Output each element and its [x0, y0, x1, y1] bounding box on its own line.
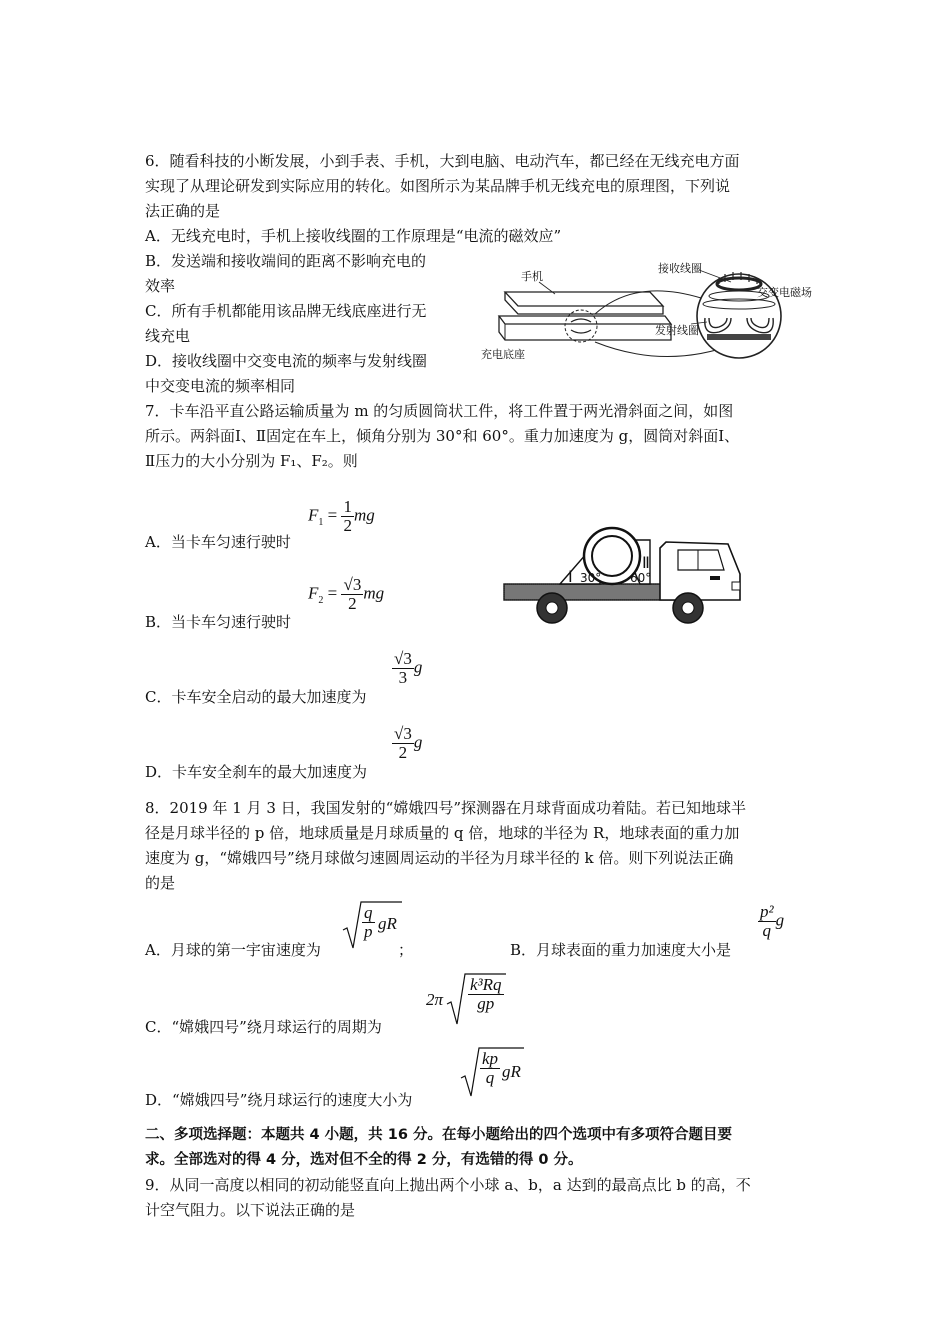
section-2-heading-line-1: 二、多项选择题：本题共 4 小题，共 16 分。在每小题给出的四个选项中有多项符合题目要 — [145, 1127, 732, 1143]
q7-stem-line-1: 7．卡车沿平直公路运输质量为 m 的匀质圆筒状工件，将工件置于两光滑斜面之间，如图 — [145, 402, 734, 420]
equals-sign: = — [327, 583, 338, 603]
q9-stem-line-2: 计空气阻力。以下说法正确的是 — [145, 1201, 356, 1219]
numerator: p² — [760, 902, 774, 921]
q6-option-d-line-2: 中交变电流的频率相同 — [145, 377, 296, 395]
q6-option-c-line-2: 线充电 — [145, 327, 191, 345]
denominator: 2 — [343, 516, 352, 535]
gr-term: gR — [502, 1062, 521, 1081]
figure-label-receive-coil: 接收线圈 — [658, 262, 702, 275]
denominator: 3 — [398, 668, 408, 687]
q7-d-formula — [392, 725, 422, 762]
mg-term: mg — [363, 583, 385, 603]
figure-label-transmit-coil: 发射线圈 — [655, 324, 699, 337]
q7-stem-line-3: Ⅱ压力的大小分别为 F₁、F₂。则 — [145, 452, 358, 470]
q8-stem-line-4: 的是 — [145, 874, 176, 892]
f-symbol: F — [308, 583, 319, 603]
denominator: q — [762, 921, 772, 940]
section-2-heading-line-2: 求。全部选对的得 4 分，选对但不全的得 2 分，有选错的得 0 分。 — [145, 1152, 583, 1168]
truck-figure — [500, 518, 750, 636]
q7-option-c: C．卡车安全启动的最大加速度为 — [145, 688, 367, 706]
g-term: g — [413, 732, 423, 752]
wireless-charging-figure — [481, 258, 815, 370]
f-symbol: F — [308, 505, 319, 525]
numerator: 1 — [343, 497, 352, 516]
q7-stem-line-2: 所示。两斜面Ⅰ、Ⅱ固定在车上，倾角分别为 30°和 60°。重力加速度为 g，圆筒对斜面Ⅰ、 — [145, 427, 740, 445]
numerator: √3 — [394, 724, 412, 743]
q7-option-a: A．当卡车匀速行驶时 — [145, 533, 291, 551]
q6-option-b-line-2: 效率 — [145, 277, 176, 295]
denominator: gp — [477, 994, 495, 1013]
q7-option-d: D．卡车安全刹车的最大加速度为 — [145, 763, 368, 781]
g-term: g — [775, 910, 785, 930]
q8-option-a: A．月球的第一宇宙速度为 — [145, 941, 321, 959]
mg-term: mg — [353, 505, 375, 525]
figure-label-phone: 手机 — [521, 270, 543, 283]
q8-stem-line-2: 径是月球半径的 p 倍，地球质量是月球质量的 q 倍，地球的半径为 R，地球表面的重力加 — [145, 824, 740, 842]
q6-stem-line-2: 实现了从理论研发到实际应用的转化。如图所示为某品牌手机无线充电的原理图，下列说 — [145, 177, 731, 195]
q7-c-formula — [392, 650, 422, 687]
angle-30-label: 30° — [580, 571, 602, 585]
figure-label-field: 交变电磁场 — [757, 286, 812, 299]
numerator: √3 — [394, 649, 412, 668]
angle-60-label: 60° — [630, 571, 652, 585]
incline-1-label: Ⅰ — [568, 567, 573, 586]
subscript-1: 1 — [318, 516, 324, 528]
subscript-2: 2 — [318, 594, 324, 606]
q8-a-separator: ； — [398, 941, 414, 959]
incline-2-label: Ⅱ — [642, 553, 650, 572]
two-pi-term: 2π — [426, 990, 444, 1009]
denominator: 2 — [348, 594, 357, 613]
q8-stem-line-1: 8．2019 年 1 月 3 日，我国发射的“嫦娥四号”探测器在月球背面成功着陆。若已知地球半 — [145, 799, 746, 817]
q7-a-formula — [308, 498, 375, 535]
denominator: p — [364, 922, 373, 941]
q8-option-b: B．月球表面的重力加速度大小是 — [510, 941, 732, 959]
q8-option-c: C．“嫦娥四号”绕月球运行的周期为 — [145, 1018, 382, 1036]
equals-sign: = — [327, 505, 338, 525]
q7-option-b: B．当卡车匀速行驶时 — [145, 613, 292, 631]
figure-label-base: 充电底座 — [481, 348, 525, 361]
numerator: kp — [482, 1049, 499, 1068]
q8-stem-line-3: 速度为 g，“嫦娥四号”绕月球做匀速圆周运动的半径为月球半径的 k 倍。则下列说法正确 — [145, 849, 734, 867]
q9-stem-line-1: 9．从同一高度以相同的初动能竖直向上抛出两个小球 a、b，a 达到的最高点比 b 的高，不 — [145, 1176, 751, 1194]
q6-stem-line-1: 6．随看科技的小断发展，小到手表、手机，大到电脑、电动汽车，都已经在无线充电方面 — [145, 152, 740, 170]
g-term: g — [413, 657, 423, 677]
gr-term: gR — [378, 914, 397, 933]
numerator: k³Rq — [470, 975, 502, 994]
q6-stem-line-3: 法正确的是 — [145, 202, 221, 220]
q6-option-b-line-1: B．发送端和接收端间的距离不影响充电的 — [145, 252, 427, 270]
q6-option-a: A．无线充电时，手机上接收线圈的工作原理是“电流的磁效应” — [145, 227, 562, 245]
numerator: q — [364, 903, 373, 922]
numerator: √3 — [343, 575, 362, 594]
q8-b-formula — [758, 903, 784, 940]
q8-option-d: D．“嫦娥四号”绕月球运行的速度大小为 — [145, 1091, 413, 1109]
q6-option-c-line-1: C．所有手机都能用该品牌无线底座进行无 — [145, 302, 427, 320]
denominator: 2 — [398, 743, 408, 762]
q7-b-formula — [308, 576, 384, 613]
denominator: q — [485, 1068, 495, 1087]
q6-option-d-line-1: D．接收线圈中交变电流的频率与发射线圈 — [145, 352, 428, 370]
